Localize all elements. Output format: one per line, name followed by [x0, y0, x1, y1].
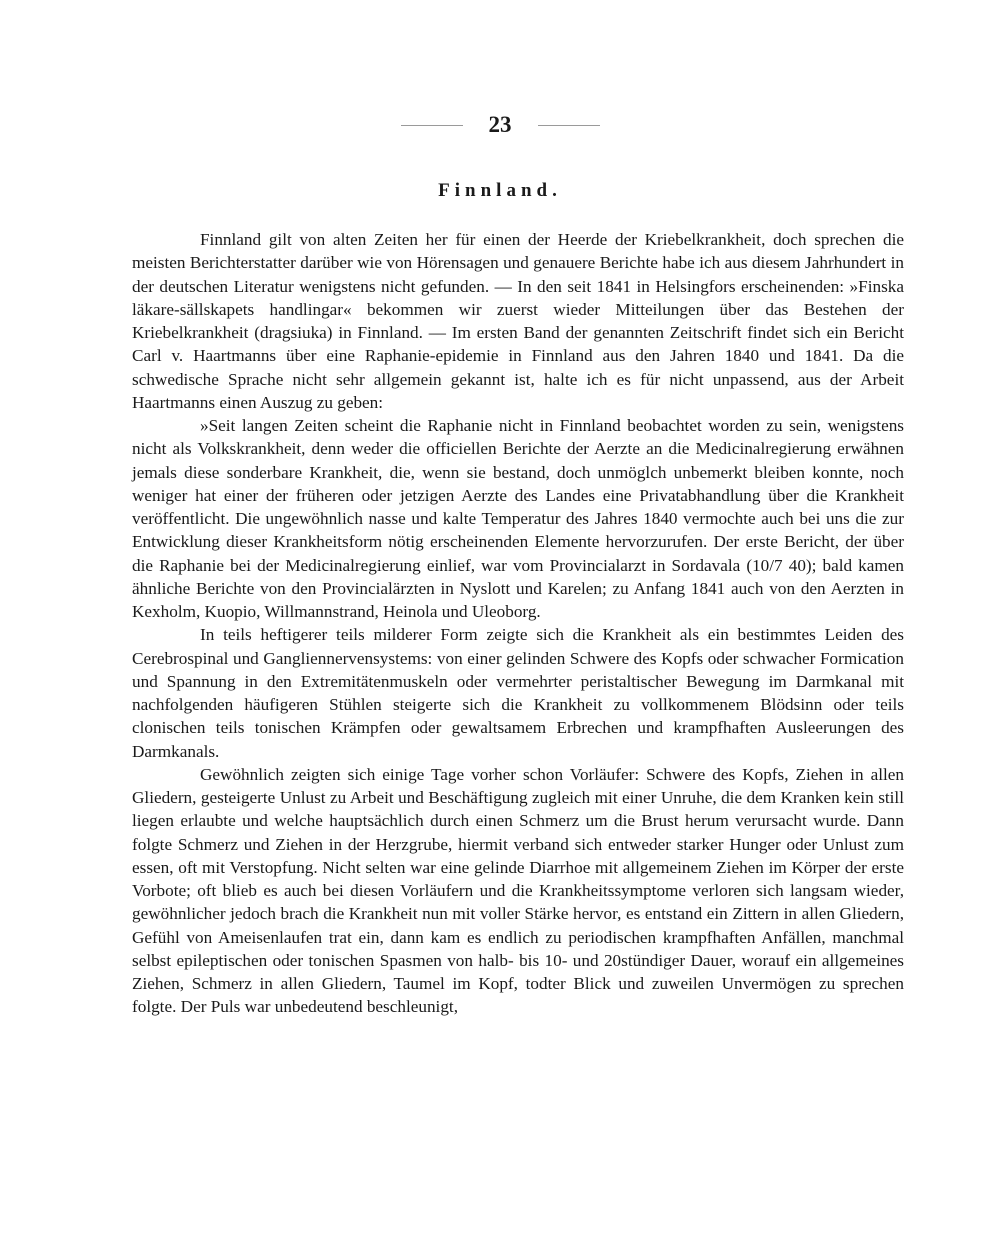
- paragraph-precursors: Gewöhnlich zeigten sich einige Tage vorher schon Vorläufer: Schwere des Kopfs, Ziehen in allen Gliedern, gesteigerte Unlust zu Arbeit und Beschäftigung zugleich mit einer Unruhe, die dem Kranken kein still liegen erlaubte und welche hauptsächlich durch einen Schmerz um die Brust herum verursacht wurde. Dann folgte Schmerz und Ziehen in der Herzgrube, hiermit verband sich entweder starker Hunger oder Unlust zum essen, oft mit Verstopfung. Nicht selten war eine gelinde Diarrhoe mit allgemeinem Ziehen im Körper der erste Vorbote; oft blieb es auch bei diesen Vorläufern und die Krankheitssymptome verloren sich langsam wieder, gewöhnlicher jedoch brach die Krankheit nun mit voller Stärke hervor, es entstand ein Zittern in allen Gliedern, Gefühl von Ameisenlaufen trat ein, dann kam es endlich zu periodischen krampfhaften Anfällen, manchmal selbst epileptischen oder tonischen Spasmen von halb- bis 10- und 20stündiger Dauer, worauf ein allgemeines Ziehen, Schmerz in allen Gliedern, Taumel im Kopf, todter Blick und zuweilen Unvermögen zu sprechen folgte. Der Puls war unbedeutend beschleunigt,: [132, 764, 904, 1017]
- section-title: Finnland.: [438, 180, 562, 201]
- header-rule-left: [401, 125, 463, 126]
- body-text: [132, 228, 904, 1019]
- header-rule-right: [538, 125, 600, 126]
- page-header: [0, 112, 1000, 142]
- page-number: 23: [488, 112, 512, 137]
- paragraph-quote-start: »Seit langen Zeiten scheint die Raphanie nicht in Finnland beobachtet worden zu sein, wenigstens nicht als Volkskrankheit, denn weder die officiellen Berichte der Aerzte an die Medicinalregierung erwähnen jemals diese sonderbare Krankheit, die, wenn sie bestand, doch unmöglch unbemerkt bleiben konnte, noch weniger hat einer der früheren oder jetzigen Aerzte des Landes eine Privatabhandlung über die Krankheit veröffentlicht. Die ungewöhnlich nasse und kalte Temperatur des Jahres 1840 vermochte auch bei uns die zur Entwicklung dieser Krankheitsform nötig erscheinenden Elemente hervorzurufen. Der erste Bericht, der über die Raphanie bei der Medicinalregierung einlief, war vom Provincialarzt in Sordavala (10/7 40); bald kamen ähnliche Berichte von den Provincialärzten in Nyslott und Karelen; zu Anfang 1841 auch von den Aerzten in Kexholm, Kuopio, Willmannstrand, Heinola und Uleoborg.: [132, 416, 904, 621]
- paragraph-intro: Finnland gilt von alten Zeiten her für einen der Heerde der Kriebelkrankheit, doch sprechen die meisten Berichterstatter darüber wie von Hörensagen und genauere Berichte habe ich aus diesem Jahrhundert in der deutschen Literatur wenigstens nicht gefunden. — In den seit 1841 in Helsingfors erscheinenden: »Finska läkare-sällskapets handlingar« bekommen wir zuerst wieder Mitteilungen über das Bestehen der Kriebelkrankheit (dragsiuka) in Finnland. — Im ersten Band der genannten Zeitschrift findet sich ein Bericht Carl v. Haartmanns über eine Raphanie-epidemie in Finnland aus den Jahren 1840 und 1841. Da die schwedische Sprache nicht sehr allgemein gekannt ist, halte ich es für nicht unpassend, aus der Arbeit Haartmanns einen Auszug zu geben:: [132, 230, 904, 412]
- paragraph-symptoms: In teils heftigerer teils milderer Form zeigte sich die Krankheit als ein bestimmtes Leiden des Cerebrospinal und Ganglіennervensystems: von einer gelinden Schwere des Kopfs oder schwacher Formication und Spannung in den Extremitätenmuskeln oder vermehrter peristaltischer Bewegung im Darmkanal mit nachfolgenden häufigeren Stühlen steigerte sich die Krankheit zu vollkommenem Blödsinn oder teils clonischen teils tonischen Krämpfen oder gewaltsamem Erbrechen und krampfhaften Ausleerungen des Darmkanals.: [132, 625, 904, 761]
